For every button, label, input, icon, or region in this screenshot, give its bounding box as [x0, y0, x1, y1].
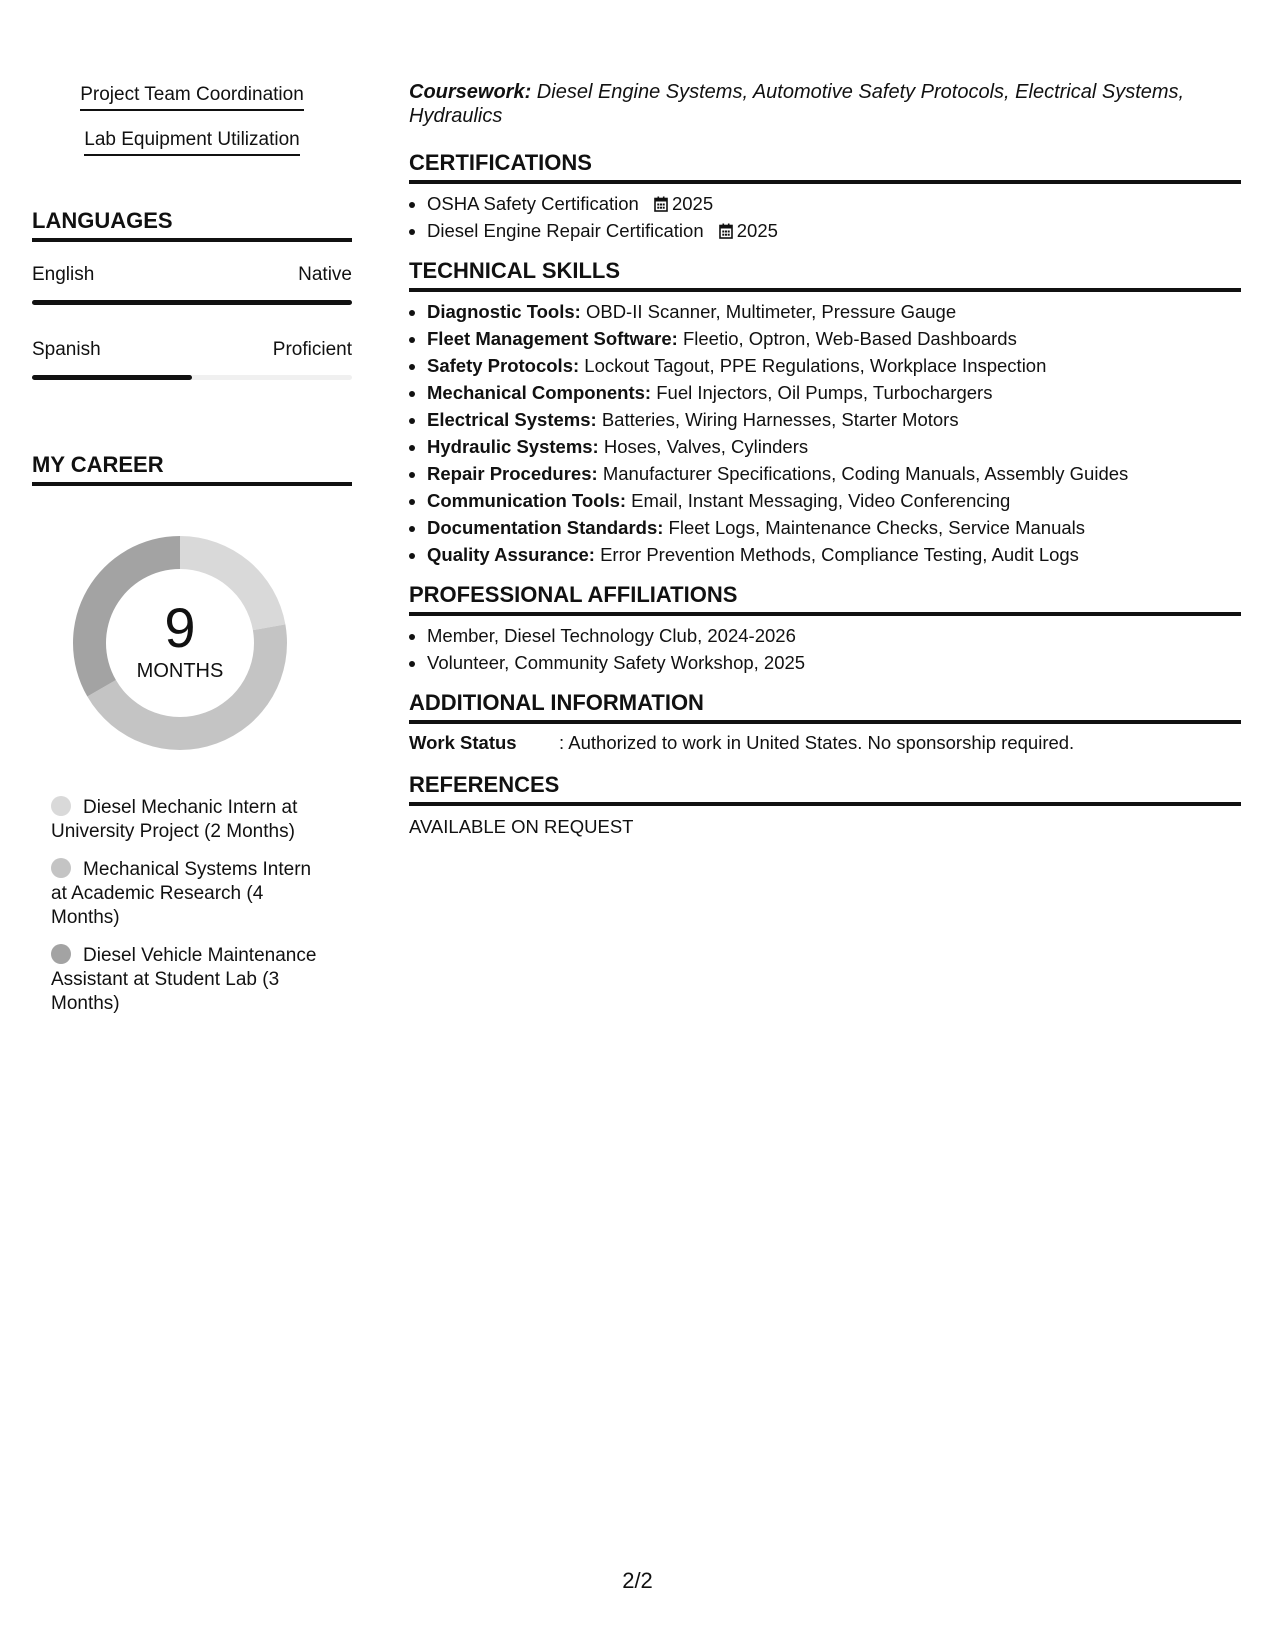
certification-year: 2025	[671, 193, 714, 214]
technical-skills-heading: TECHNICAL SKILLS	[409, 258, 1241, 292]
skill-text: Hoses, Valves, Cylinders	[598, 436, 809, 457]
certification-year: 2025	[736, 220, 778, 241]
skill-label: Fleet Management Software:	[427, 328, 678, 349]
certifications-section	[409, 150, 1241, 244]
sidebar	[32, 84, 352, 1030]
technical-skill-item	[427, 487, 1241, 514]
career-donut-chart	[65, 528, 295, 758]
languages-heading: LANGUAGES	[32, 208, 352, 242]
coursework-text: Diesel Engine Systems, Automotive Safety Protocols, Electrical Systems, Hydraulics	[409, 81, 1185, 127]
language-name: English	[32, 264, 95, 285]
donut-center	[65, 528, 295, 758]
career-item-text: Diesel Mechanic Intern at University Project (2 Months)	[51, 797, 298, 842]
coursework-label: Coursework:	[409, 81, 532, 103]
technical-skill-item	[427, 514, 1241, 541]
skill-label: Safety Protocols:	[427, 355, 580, 376]
skill-label: Quality Assurance:	[427, 544, 595, 565]
skill-label: Hydraulic Systems:	[427, 436, 599, 457]
skill-text: Manufacturer Specifications, Coding Manuals, Assembly Guides	[597, 463, 1129, 484]
career-unit: MONTHS	[136, 659, 224, 682]
skill-label: Electrical Systems:	[427, 409, 597, 430]
skill-label: Communication Tools:	[427, 490, 627, 511]
language-bar-fill	[32, 300, 352, 305]
calendar-icon	[654, 196, 668, 212]
career-total: 9	[164, 595, 196, 659]
skill-text: Email, Instant Messaging, Video Conferencing	[626, 490, 1011, 511]
language-item	[32, 264, 352, 305]
skill-label: Repair Procedures:	[427, 463, 598, 484]
references-text: AVAILABLE ON REQUEST	[409, 816, 634, 837]
skill-tag: Lab Equipment Utilization	[84, 129, 299, 156]
certifications-heading: CERTIFICATIONS	[409, 150, 1241, 184]
language-name: Spanish	[32, 339, 101, 360]
main-content	[409, 80, 1241, 838]
career-legend	[51, 796, 321, 1016]
calendar-icon	[719, 223, 733, 239]
certification-name: OSHA Safety Certification	[427, 193, 639, 214]
technical-skill-item	[427, 298, 1241, 325]
legend-dot	[51, 796, 71, 816]
technical-skill-item	[427, 379, 1241, 406]
work-status-text: : Authorized to work in United States. No sponsorship required.	[559, 732, 1075, 753]
work-status-label: Work Status	[409, 732, 517, 753]
languages-section	[32, 208, 352, 380]
technical-skill-item	[427, 325, 1241, 352]
affiliations-heading: PROFESSIONAL AFFILIATIONS	[409, 582, 1241, 616]
references-heading: REFERENCES	[409, 772, 1241, 806]
skill-label: Diagnostic Tools:	[427, 301, 581, 322]
skill-tag: Project Team Coordination	[80, 84, 304, 111]
skill-text: Fleet Logs, Maintenance Checks, Service Manuals	[663, 517, 1086, 538]
certification-name: Diesel Engine Repair Certification	[427, 220, 704, 241]
technical-skill-item	[427, 352, 1241, 379]
skill-text: Batteries, Wiring Harnesses, Starter Motors	[596, 409, 959, 430]
language-level: Proficient	[272, 339, 352, 360]
certification-item	[427, 217, 1241, 244]
language-item	[32, 339, 352, 380]
skill-label: Mechanical Components:	[427, 382, 652, 403]
legend-dot	[51, 944, 71, 964]
career-heading: MY CAREER	[32, 452, 352, 486]
career-item-text: Mechanical Systems Intern at Academic Research (4 Months)	[51, 859, 312, 928]
skill-label: Documentation Standards:	[427, 517, 664, 538]
affiliation-item: • Volunteer, Community Safety Workshop, 2025	[427, 649, 1241, 676]
career-section	[32, 452, 352, 1016]
affiliations-section	[409, 582, 1241, 676]
career-legend-item	[51, 944, 321, 1016]
language-bar-fill	[32, 375, 192, 380]
language-level: Native	[298, 264, 352, 285]
technical-skill-item	[427, 406, 1241, 433]
language-bar	[32, 300, 352, 305]
legend-dot	[51, 858, 71, 878]
technical-skill-item	[427, 460, 1241, 487]
career-legend-item	[51, 796, 321, 844]
references-section	[409, 772, 1241, 838]
page-number: 2/2	[622, 1568, 653, 1593]
work-status-row	[409, 732, 1241, 754]
language-bar	[32, 375, 352, 380]
certification-item	[427, 190, 1241, 217]
technical-skill-item	[427, 433, 1241, 460]
career-legend-item	[51, 858, 321, 930]
technical-skill-item	[427, 541, 1241, 568]
skill-text: Error Prevention Methods, Compliance Testing, Audit Logs	[594, 544, 1079, 565]
skill-text: Fuel Injectors, Oil Pumps, Turbochargers	[651, 382, 993, 403]
career-item-text: Diesel Vehicle Maintenance Assistant at Student Lab (3 Months)	[51, 945, 317, 1014]
additional-info-heading: ADDITIONAL INFORMATION	[409, 690, 1241, 724]
skill-text: Lockout Tagout, PPE Regulations, Workplace Inspection	[579, 355, 1047, 376]
technical-skills-section	[409, 258, 1241, 568]
affiliation-item: • Member, Diesel Technology Club, 2024-2026	[427, 622, 1241, 649]
coursework	[409, 80, 1241, 128]
additional-info-section	[409, 690, 1241, 754]
skill-text: OBD-II Scanner, Multimeter, Pressure Gauge	[580, 301, 957, 322]
skill-text: Fleetio, Optron, Web-Based Dashboards	[677, 328, 1017, 349]
